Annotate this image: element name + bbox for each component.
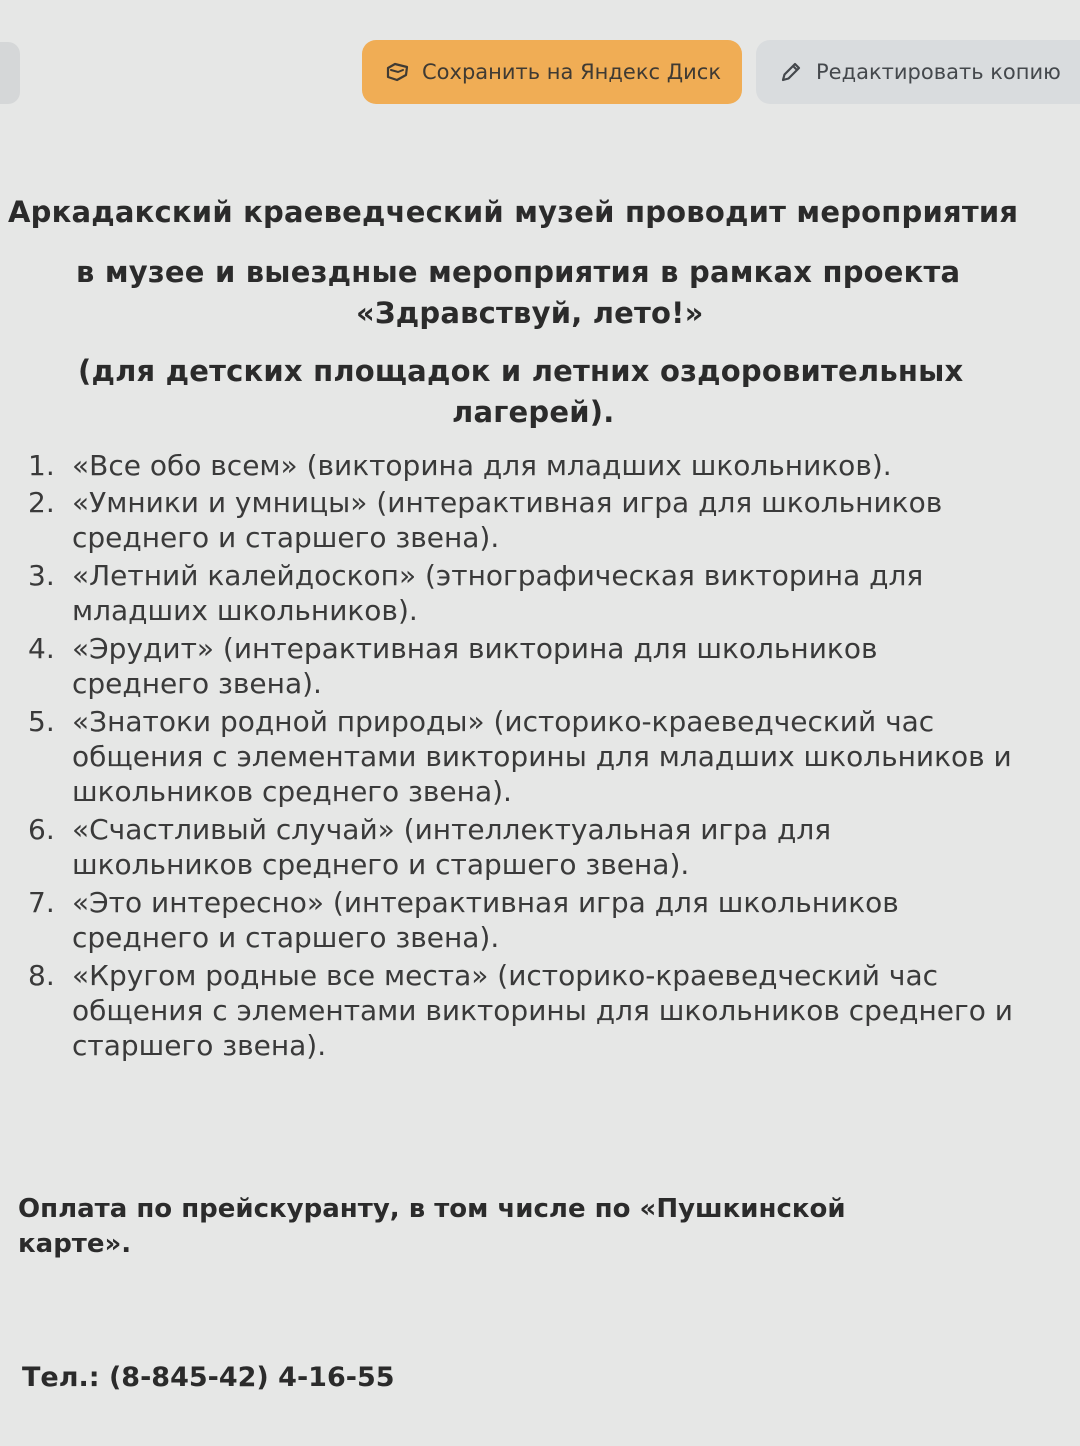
payment-note: Оплата по прейскуранту, в том числе по «Пушкинской карте». <box>18 1194 846 1259</box>
list-item-text: «Счастливый случай» (интеллектуальная игра для школьников среднего и старшего звена). <box>72 813 832 881</box>
list-item-text: «Кругом родные все места» (историко-краеведческий час общения с элементами викторины для школьников среднего и старшего звена). <box>72 959 1013 1062</box>
subheading-line-1: (для детских площадок и летних оздоровительных <box>78 354 964 388</box>
heading-line-1: Аркадакский краеведческий музей проводит мероприятия <box>8 195 1019 229</box>
phone-number: Тел.: (8-845-42) 4-16-55 <box>22 1362 395 1393</box>
list-item-text: «Знатоки родной природы» (историко-краеведческий час общения с элементами викторины для младших школьников и школьников среднего звена). <box>72 705 1012 808</box>
list-item-text: «Эрудит» (интерактивная викторина для школьников среднего звена). <box>72 632 878 700</box>
list-item <box>28 704 1068 809</box>
list-item-number: 3. <box>28 559 55 592</box>
list-item <box>28 485 1068 555</box>
heading-line-3: «Здравствуй, лето!» <box>356 296 704 330</box>
events-list <box>28 448 1068 1065</box>
list-item-text: «Летний калейдоскоп» (этнографическая викторина для младших школьников). <box>72 559 924 627</box>
list-item <box>28 812 1068 882</box>
list-item-number: 1. <box>28 449 55 482</box>
list-item <box>28 631 1068 701</box>
list-item-number: 6. <box>28 813 55 846</box>
list-item <box>28 448 1068 483</box>
list-item-number: 8. <box>28 959 55 992</box>
list-item-text: «Все обо всем» (викторина для младших школьников). <box>72 449 892 482</box>
list-item-number: 7. <box>28 886 55 919</box>
subheading-line-2: лагерей). <box>452 395 615 429</box>
list-item <box>28 885 1068 955</box>
list-item-text: «Умники и умницы» (интерактивная игра для школьников среднего и старшего звена). <box>72 486 943 554</box>
list-item-number: 5. <box>28 705 55 738</box>
list-item <box>28 958 1068 1063</box>
list-item-number: 2. <box>28 486 55 519</box>
heading-line-2: в музее и выездные мероприятия в рамках проекта <box>76 255 961 289</box>
save-button-label: Сохранить на Яндекс Диск <box>422 60 722 84</box>
list-item-text: «Это интересно» (интерактивная игра для школьников среднего и старшего звена). <box>72 886 899 954</box>
list-item <box>28 558 1068 628</box>
edit-button-label: Редактировать копию <box>816 60 1061 84</box>
list-item-number: 4. <box>28 632 55 665</box>
